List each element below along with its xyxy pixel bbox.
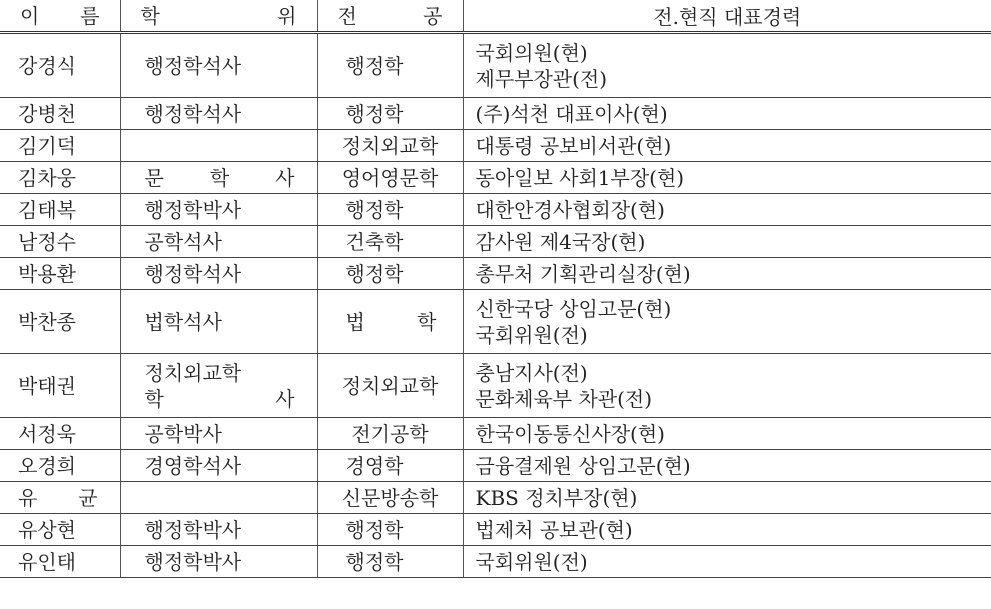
cell-career [463,514,991,546]
cell-career [463,418,991,450]
cell-degree: 문 학 사 [120,162,317,194]
cell-degree: 행정학석사 [120,258,317,290]
cell-major: 전기공학 [317,418,463,450]
cell-degree: 공학석사 [120,226,317,258]
cell-career [463,258,991,290]
career-line: 감사원 제4국장(현) [475,229,646,254]
cell-major: 행정학 [317,514,463,546]
cell-name: 김기덕 [0,130,120,162]
cell-degree: 공학박사 [120,418,317,450]
table-row [0,162,991,194]
career-line: 국회위원(전) [475,549,588,574]
table-row [0,98,991,130]
header-career: 전.현직 대표경력 [463,0,991,33]
table-row [0,290,991,354]
header-name: 이 름 [0,0,120,33]
cell-name: 강병천 [0,98,120,130]
cell-name: 김차웅 [0,162,120,194]
career-line: (주)석천 대표이사(현) [475,101,668,126]
cell-degree: 행정학석사 [120,33,317,98]
table-row [0,194,991,226]
cell-name: 유인태 [0,546,120,578]
career-line: 충남지사(전) [475,360,588,385]
cell-degree: 행정학박사 [120,194,317,226]
table-row [0,546,991,578]
career-line: 제무부장관(전) [475,66,608,91]
table-row [0,226,991,258]
career-line: 총무처 기획관리실장(현) [475,261,691,286]
cell-degree: 정치외교학 학 사 [120,354,317,418]
cell-degree: 행정학박사 [120,514,317,546]
career-line: 동아일보 사회1부장(현) [475,165,685,190]
cell-career [463,226,991,258]
table-header-row [0,0,991,33]
table-row [0,514,991,546]
cell-career [463,162,991,194]
cell-career [463,98,991,130]
cell-career [463,194,991,226]
career-line: 한국이동통신사장(현) [475,421,665,446]
cell-name: 김태복 [0,194,120,226]
cell-degree: 행정학석사 [120,98,317,130]
cell-major: 영어영문학 [317,162,463,194]
table-row [0,450,991,482]
cell-career [463,33,991,98]
career-line: 법제처 공보관(현) [475,517,633,542]
cell-name: 박찬종 [0,290,120,354]
table-row [0,482,991,514]
cell-major: 정치외교학 [317,130,463,162]
cell-career [463,354,991,418]
cell-major: 건축학 [317,226,463,258]
cell-major: 행정학 [317,33,463,98]
table-body [0,33,991,578]
cell-career [463,546,991,578]
cell-major: 행정학 [317,258,463,290]
cell-career [463,130,991,162]
cell-major: 정치외교학 [317,354,463,418]
cell-major: 행정학 [317,546,463,578]
career-line: KBS 정치부장(현) [475,485,638,510]
career-line: 국회의원(현) [475,40,588,65]
cell-name: 강경식 [0,33,120,98]
cell-name: 서정욱 [0,418,120,450]
table-row [0,418,991,450]
table-row [0,33,991,98]
cell-degree: 법학석사 [120,290,317,354]
cell-degree: 행정학박사 [120,546,317,578]
cell-degree [120,482,317,514]
cell-name: 남정수 [0,226,120,258]
cell-career [463,482,991,514]
cell-major: 경영학 [317,450,463,482]
cell-major: 행정학 [317,194,463,226]
cell-name: 박태권 [0,354,120,418]
table-row [0,258,991,290]
cell-major: 신문방송학 [317,482,463,514]
career-line: 문화체육부 차관(전) [475,386,653,411]
cell-career [463,290,991,354]
cell-degree [120,130,317,162]
cell-name: 유상현 [0,514,120,546]
table-row [0,130,991,162]
career-line: 신한국당 상임고문(현) [475,296,672,321]
cell-name: 유 균 [0,482,120,514]
cell-degree: 경영학석사 [120,450,317,482]
cell-major: 행정학 [317,98,463,130]
cell-major: 법 학 [317,290,463,354]
cell-name: 박용환 [0,258,120,290]
career-line: 금융결제원 상임고문(현) [475,453,691,478]
cell-name: 오경희 [0,450,120,482]
cell-career [463,450,991,482]
career-line: 대한안경사협회장(현) [475,197,665,222]
table-row [0,354,991,418]
career-line: 대통령 공보비서관(현) [475,133,672,158]
career-line: 국회위원(전) [475,322,588,347]
header-major: 전 공 [317,0,463,33]
header-degree: 학 위 [120,0,317,33]
